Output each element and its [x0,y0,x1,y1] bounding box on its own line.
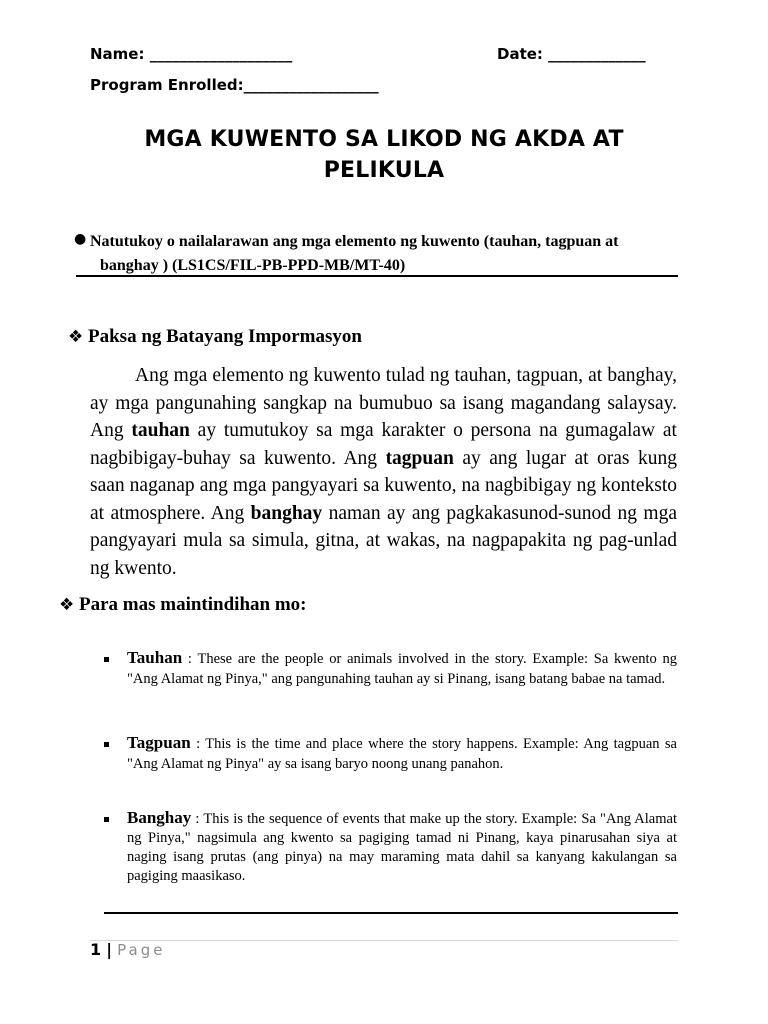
section-heading-para-mas [59,594,307,616]
section-heading-para-mas-text: Para mas maintindihan mo: [79,594,307,615]
learning-objective [90,230,680,278]
section-heading-paksa [68,326,362,348]
date-field-label: Date: _____________ [497,45,646,63]
list-item-text: : This is the sequence of events that make up the story. Example: Sa "Ang Alamat ng Pinya," nagsimula ang kwento sa pagiging tamad ni Pinang, kaya pinarusahan siya at naging isang prutas (ang pinya) na may maraming mata dahil sa kanyang kakulangan sa pagiging maasikaso. [127,811,677,884]
objective-divider [76,275,678,277]
list-item-term: Tauhan [127,648,183,667]
term-tagpuan: tagpuan [385,447,454,469]
term-banghay: banghay [250,502,323,524]
page-title-line-2: PELIKULA [323,158,445,183]
section-heading-paksa-text: Paksa ng Batayang Impormasyon [88,326,362,347]
square-bullet-icon [104,657,109,662]
page-title-line-1: MGA KUWENTO SA LIKOD NG AKDA AT [144,127,624,152]
objective-bullet-icon: ● [74,231,87,247]
page-label: Page [117,941,166,959]
name-field-label: Name: ___________________ [90,45,293,63]
page-footer [90,940,166,959]
program-enrolled-label: Program Enrolled:__________________ [90,76,379,94]
diamond-bullet-icon: ❖ [59,595,75,615]
list-item-term: Banghay [127,808,192,827]
list-item-tauhan [127,648,677,689]
list-item-term: Tagpuan [127,733,191,752]
paragraph-text-d: ay ang lugar at oras kung saan naganap ang mga pangyayari sa kuwento, na nagbibigay ng konteksto at atmosphere. Ang [90,447,678,524]
paragraph-text-c: ay tumutukoy sa mga karakter o persona na gumagalaw at nagbibigay-buhay sa kuwento. Ang [90,420,677,469]
square-bullet-icon [104,817,109,822]
footer-divider [90,940,678,941]
list-item-text: : These are the people or animals involved in the story. Example: Sa kwento ng "Ang Alamat ng Pinya," ang pangunahing tauhan ay si Pinang, isang batang babae na tamad. [127,651,677,687]
term-tauhan: tauhan [131,420,190,441]
list-item-text: : This is the time and place where the story happens. Example: Ang tagpuan sa "Ang Alamat ng Pinya" ay sa isang baryo noong unang panahon. [127,736,677,772]
page-title [90,124,678,186]
paragraph-text-a: Ang mga elemento ng kuwento tulad ng tauhan, tagpuan, at banghay, ay mga pangunahing sangkap na bumubuo sa isang magandang salaysay. Ang [90,365,677,441]
objective-line-2: banghay ) (LS1CS/FIL-PB-PPD-MB/MT-40) [100,257,406,274]
background-paragraph [90,362,677,582]
objective-line-1: Natutukoy o nailalarawan ang mga elemento ng kuwento (tauhan, tagpuan at [90,233,619,250]
page-separator: | [106,940,113,959]
list-item-banghay [127,808,677,886]
list-item-tagpuan [127,733,677,774]
square-bullet-icon [104,742,109,747]
content-end-divider [104,912,678,914]
diamond-bullet-icon: ❖ [68,327,84,347]
page-number: 1 [90,940,102,959]
paragraph-text-e: naman ay ang pagkakasunod-sunod ng mga pangyayari mula sa simula, gitna, at wakas, na nagpapakita ng pag-unlad ng kwento. [90,502,677,579]
